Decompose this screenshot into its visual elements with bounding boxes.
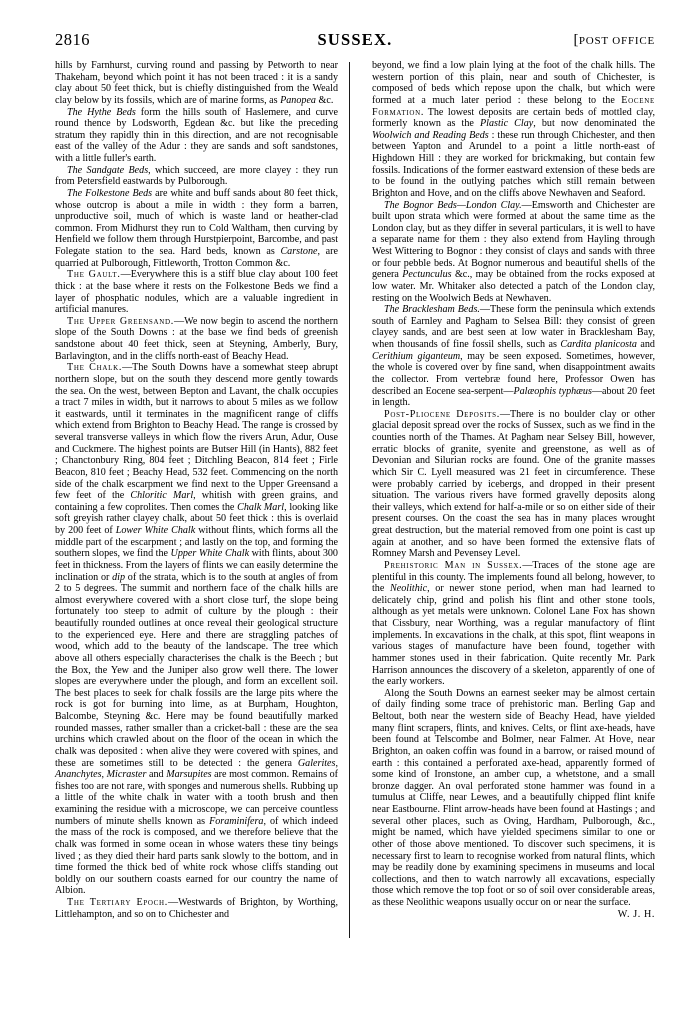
text-run: of the strata, which is to the south at angles of from 2 to 5 degrees. The summit and northern face of the chalk hills are almost everywhere covered with a short close turf, the slope being fortunately too steep to admit of culture by the plough : their beautifully rounded outlines at once reveal their geological structure to the experienced eye. Here and there are straggling patches of wood, which add to the beauty of the landscape. The tree which above all others especially characterises the chalk is the Beech ; but the Box, the Yew and the Juniper also grow well there. The lower slopes are everywhere under the plough, and form an excellent soil. The best places to seek for chalk fossils are the large pits where the rock is got for burning into lime, as at Burpham, Houghton, Balcombe, Steyning &c. Here may be found beautifully marked rounded masses, rather smaller than a cricket-ball : these are the sea urchins which crawled about on the floor of the ocean in which the chalk was deposited : when alive they were covered with spines, and these are sometimes still to be detected : the genera — [55, 571, 338, 769]
running-head-right-label: POST OFFICE — [578, 35, 655, 47]
text-run: are white and buff sands about 80 feet thick, whose outcrop is about a mile in width : they form a barren, unproductive soil, much of which is waste land or heather-clad common. From Midhurst they run to Cold Waltham, then curving by Henfield we follow them through Hurstpierpoint, Barcombe, and past Folegate station to the sea. Hard beds, known as — [55, 187, 339, 257]
italic-term: Lower White Chalk — [115, 525, 196, 536]
text-run: . The lowest deposits are certain beds of mottled clay, formerly known as the — [372, 106, 655, 130]
text-run: and — [146, 769, 167, 781]
author-initials: W. J. H. — [617, 908, 655, 920]
text-run: —There is no boulder clay or other glacial deposit spread over the rocks of Sussex, such as we find in the counties north of the Thames. At Pagham near Selsey Bill, however, erratic blocks of granite, syenite and greenstone, as well as of Devonian and Silurian rocks are found. One of the granite masses which Sir C. Lyell measured was 21 feet in circumference. These were probably carried by icebergs, and dropped in their present situation. The various rivers have formed gravelly deposits along their valleys, which extend for half-a-mile or so on either side of their present courses. On the coast the sea has in many places wrought great destruction, but the material removed from one point is cast up again at another, and so have been formed the extensive flats of Romney Marsh and Pevensey Level. — [372, 408, 655, 560]
italic-term: Pectunculus — [402, 269, 452, 281]
italic-term: Panopea — [280, 94, 316, 106]
running-title: SUSSEX. — [317, 30, 393, 49]
italic-term: Neolithic — [390, 583, 428, 595]
section-heading: The Tertiary Epoch. — [67, 897, 169, 908]
italic-term: Micraster — [106, 769, 147, 781]
paragraph — [55, 269, 338, 316]
text-run: —Everywhere this is a stiff blue clay about 100 feet thick : at the base where it rests on the Folkestone Beds we find a layer of phosphatic nodules, which are a valuable ingredient in artificial manures. — [55, 269, 338, 316]
section-heading: The Chalk. — [67, 362, 123, 374]
text-run: —These form the peninsula which extends south of Earnley and Pagham to Selsea Bill: they consist of green clayey sands, and are best seen at low water in Bracklesham Bay, when thousands of fine fossil shells, such as — [372, 304, 655, 350]
text-run: , are quarried at Pulborough, Fittleworth, Trotton Common &c. — [55, 246, 338, 269]
page-header — [55, 30, 655, 52]
text-run: and — [636, 339, 655, 350]
italic-term: The Hythe Beds — [67, 106, 136, 118]
column-left — [55, 60, 338, 920]
italic-term: Chloritic Marl — [130, 490, 194, 502]
section-heading: Prehistoric Man in Sussex. — [384, 559, 523, 571]
section-heading: Post-Pliocene Deposits. — [384, 408, 500, 420]
italic-term: The Folkestone Beds — [67, 187, 153, 199]
italic-term: Palæophis typhæus — [513, 385, 592, 397]
italic-term: Cardita planicosta — [560, 339, 637, 350]
text-run: Along the South Downs an earnest seeker may be almost certain of daily finding some trace of prehistoric man. Berling Gap and Beltout, both near the western side of Beachy Head, have yielded many flint scrapers, flints, and knives. Celts, or flint axe-heads, have been found at Telscombe and Bolmer, near Falmer. At Hove, near Brighton, an oaken coffin was found in a barrow, or raised mound of earth : this contained a perforated axe-head, apparently formed of some kind of Ironstone, an amber cup, a whetstone, and a small bronze dagger. An oval perforated stone hammer was found in a tumulus at Cliffe, near Lewes, and a beautifully chipped flint knife near Eastbourne. Flint arrow-heads have been found at Hastings ; and several other places, such as Oving, Hardham, Pulborough, &c., might be named, which have yielded specimens similar to one or other of those above mentioned. To discover such specimens, it is necessary first to learn to recognise worked from natural flints, which may be readily done by examining specimens in museums and local collections, and then to watch narrowly all excavations, especially those which remove the top foot or so of soil over considerable areas, as these Neolithic weapons usually occur on or near the surface. — [372, 687, 655, 908]
text-run: —about 20 feet in length. — [372, 385, 655, 409]
text-run: , whitish with green grains, and containing a few coprolites. Then comes the — [55, 490, 338, 513]
text-run: , which succeed, are more clayey : they run from Petersfield eastwards by Pulborough. — [55, 164, 338, 188]
italic-term: Cerithium giganteum — [372, 350, 461, 362]
text-body — [55, 60, 655, 940]
italic-term: Plastic Clay — [480, 118, 534, 130]
text-run: with flints, about 300 feet in thickness. From the layers of flints we can easily determine the inclination or — [55, 548, 338, 583]
italic-term: The Bracklesham Beds. — [384, 304, 480, 316]
paragraph — [372, 409, 655, 560]
running-head-right — [573, 32, 655, 49]
paragraph — [55, 316, 338, 363]
text-run: , looking like soft greyish rather clayey chalk, about 50 feet thick : this is overlaid by 200 feet of — [55, 501, 338, 536]
italic-term: Galerites — [297, 757, 336, 769]
text-run: &c. — [315, 94, 334, 106]
text-run: , — [335, 757, 338, 769]
text-run: : these run through Chichester, and then between Yapton and Arundel to a point a little north-east of Highdown Hill : they are worked for brickmaking, but contain few fossils. Indications of the former eastward extension of these beds are to be found in the outlying patches which still remain between Brighton and Hove, and on the cliffs above Newhaven and Seaford. — [372, 129, 655, 199]
text-run: form the hills south of Haslemere, and curve round thence by Lodsworth, Egdean &c. but like the preceding stratum they rapidly thin in this direction, and are not recognisable east of the valley of the Adur : they are sands and soft sandstones, with a little fuller's earth. — [55, 106, 338, 164]
italic-term: Upper White Chalk — [170, 548, 250, 560]
paragraph — [55, 362, 338, 897]
text-run: &c., may be obtained from the rocks exposed at low water. Mr. Whitaker also detected a patch of the London clay, resting on the Woolwich Beds at Newhaven. — [372, 269, 655, 304]
section-heading: The Upper Greensand. — [67, 315, 175, 327]
paragraph — [372, 60, 655, 200]
column-right — [372, 60, 655, 920]
text-run: without flints, which forms all the middle part of the escarpment ; and lastly on the top, and forming the southern slopes, we find the — [55, 525, 338, 560]
italic-term: Woolwich and Reading Beds — [372, 129, 489, 141]
text-run: —Traces of the stone age are plentiful in this county. The implements found all belong, however, to the — [372, 559, 655, 595]
text-run: hills by Farnhurst, curving round and passing by Petworth to near Thakeham, beyond which point it has not been traced : it is a sandy clay about 50 feet thick, but is chiefly distinguished from the Weald clay below by its fossils, which are of marine forms, as — [55, 60, 338, 106]
text-run: —We now begin to ascend the northern slope of the South Downs : at the base we find beds of greenish sandstone about 40 feet thick, seen at Steyning, Amberly, Bury, Barlavington, and in the cliffs north-east of Beachy Head. — [55, 315, 338, 362]
section-heading: Eocene Formation — [372, 94, 655, 118]
italic-term: dip — [112, 571, 126, 583]
paragraph — [372, 200, 655, 305]
italic-term: The Sandgate Beds — [67, 164, 149, 176]
paragraph — [55, 188, 338, 269]
italic-term: Foraminifera — [209, 815, 264, 827]
section-heading: The Gault. — [67, 269, 121, 281]
italic-term: Ananchytes — [55, 769, 102, 781]
text-run: , of which indeed the mass of the rock is composed, and we therefore believe that the chalk was formed in some ocean in whose waters these tiny beings lived ; as they died their hard parts sank slowly to the bottom, and in time formed the thick bed of white rock whose cliffs standing out boldly on our southern coasts earned for our country the name of Albion. — [55, 815, 338, 897]
text-run: —The South Downs have a somewhat steep abrupt northern slope, but on the south they descend more gently towards the sea. On the west, between Bepton and Lavant, the chalk occupies a tract 7 miles in width, but it narrows to about 5 miles as we follow it eastwards, until it terminates in the magnificent range of cliffs which extend from Brighton to Beachy Head. The range is crossed by several transverse valleys in which flow the rivers Arun, Adur, Ouse and Cuckmere. The highest points are Butser Hill (in Hants), 882 feet ; Chanctonbury Ring, 804 feet ; Ditchling Beacon, 814 feet ; Firle Beacon, 810 feet ; Beachy Head, 532 feet. Commencing on the north side of the chalk escarpment we find next to the Upper Greensand a few feet of the — [55, 362, 338, 502]
text-run: beyond, we find a low plain lying at the foot of the chalk hills. The western portion of this plain, near and south of Chichester, is composed of beds which repose upon the chalk, but which were formed at a much later period : these belong to the — [372, 60, 655, 106]
paragraph — [55, 60, 338, 107]
column-divider-rule — [349, 62, 350, 938]
paragraph — [55, 897, 338, 920]
paragraph — [55, 107, 338, 165]
text-run: , but now denominated the — [533, 118, 655, 130]
text-run: , — [101, 769, 107, 781]
text-run: are most common. Remains of fishes too are not rare, with sponges and numerous shells. Rubbing up a little of the white chalk in water with a tooth brush and then examining the residue with a microscope, we can perceive countless numbers of minute shells known as — [55, 769, 339, 827]
bracket-glyph: [ — [573, 32, 579, 48]
paragraph — [372, 304, 655, 409]
text-run: —Emsworth and Chichester are built upon strata which were formed at about the same time as the London clay, but as they differ in several particulars, it is well to have a separate name for them : they also extend from Hayling through West Wittering to Bognor : they consist of clays and sands with three or four pebble beds. At Bognor numerous and beautiful shells of the genera — [372, 199, 655, 281]
paragraph — [372, 688, 655, 909]
paragraph — [55, 165, 338, 188]
italic-term: The Bognor Beds—London Clay. — [384, 199, 522, 211]
page-number: 2816 — [55, 30, 90, 49]
italic-term: Chalk Marl — [237, 501, 285, 513]
text-run: , or newer stone period, when man had learned to delicately chip, grind and polish his flint and other stone tools, although as yet metals were unknown. Colonel Lane Fox has shown that Cissbury, near Worthing, was a regular manufactory of flint implements. In excavations in the chalk, at this spot, flint weapons in various stages of manufacture have been found, together with hammer stones used in their fabrication. Quite recently Mr. Park Harrison announces the discovery of a skeleton, apparently of one of the early workers. — [372, 583, 655, 688]
paragraph — [372, 560, 655, 688]
text-run: —Westwards of Brighton, by Worthing, Littlehampton, and so on to Chichester and — [55, 897, 339, 920]
italic-term: Marsupites — [166, 769, 212, 781]
italic-term: Carstone — [280, 246, 318, 257]
text-run: , may be seen exposed. Sometimes, however, the whole is covered over by fine sand, when disappointment awaits the collector. From vertebræ found here, Professor Owen has described an Eocene sea-serpent— — [372, 350, 655, 397]
